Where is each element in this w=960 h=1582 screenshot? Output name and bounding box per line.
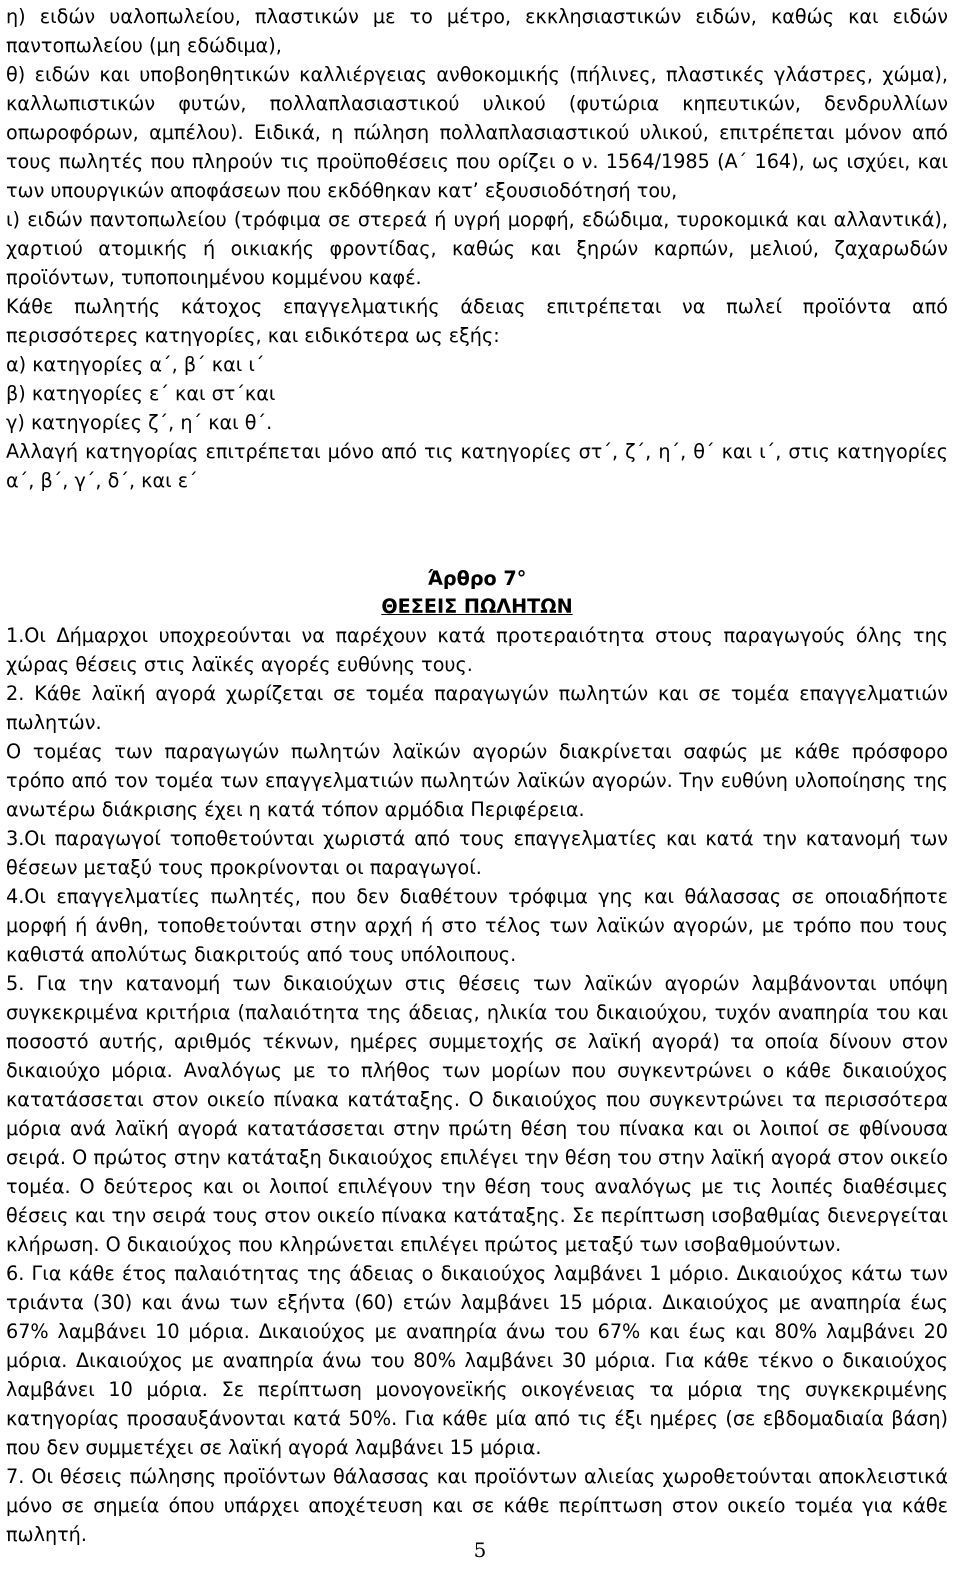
article-paragraph-1: 1.Οι Δήμαρχοι υποχρεούνται να παρέχουν κατά προτεραιότητα στους παραγωγούς όλης της χώρας θέσεις στις λαϊκές αγορές ευθύνης τους. <box>6 624 948 676</box>
paragraph-eta: η) ειδών υαλοπωλείου, πλαστικών με το μέτρο, εκκλησιαστικών ειδών, καθώς και ειδών παντοπωλείου (μη εδώδιμα), <box>6 5 948 57</box>
article-number: Άρθρο 7° <box>427 567 527 590</box>
article-paragraph-3: 3.Οι παραγωγοί τοποθετούνται χωριστά από τους επαγγελματίες και κατά την κατανομή των θέσεων μεταξύ τους προκρίνονται οι παραγωγοί. <box>6 827 948 879</box>
list-item-c: γ) κατηγορίες ζ΄, η΄ και θ΄. <box>6 411 273 434</box>
document-body <box>6 2 948 1549</box>
paragraph-theta: θ) ειδών και υποβοηθητικών καλλιέργειας ανθοκομικής (πήλινες, πλαστικές γλάστρες, χώμα), καλλωπιστικών φυτών, πολλαπλασιαστικού υλικού (φυτώρια κηπευτικών, δενδρυλλίων οπωροφόρων, αμπέλου). Ειδικά, η πώληση πολλαπλασιαστικού υλικού, επιτρέπεται μόνον από τους πωλητές που πληρούν τις προϋποθέσεις που ορίζει ο ν. 1564/1985 (Α΄ 164), ως ισχύει, και των υπουργικών αποφάσεων που εκδόθηκαν κατ’ εξουσιοδότησή του, <box>6 63 948 202</box>
article-paragraph-5: 5. Για την κατανομή των δικαιούχων στις θέσεις των λαϊκών αγορών λαμβάνονται υπόψη συγκεκριμένα κριτήρια (παλαιότητα της άδειας, ηλικία του δικαιούχου, τυχόν αναπηρία του και ποσοστό αυτής, αριθμός τέκνων, ημέρες συμμετοχής σε λαϊκή αγορά) τα οποία δίνουν στον δικαιούχο μόρια. Αναλόγως με το πλήθος των μορίων που συγκεντρώνει ο κάθε δικαιούχος κατατάσσεται στον οικείο πίνακα κατάταξης. Ο δικαιούχος που συγκεντρώνει τα περισσότερα μόρια ανά λαϊκή αγορά κατατάσσεται στην πρώτη θέση του πίνακα και οι λοιποί σε φθίνουσα σειρά. Ο πρώτος στην κατάταξη δικαιούχος επιλέγει την θέση του στην λαϊκή αγορά στον οικείο τομέα. Ο δεύτερος και οι λοιποί επιλέγουν την θέση τους αναλόγως με τις λοιπές διαθέσιμες θέσεις και την σειρά τους στον οικείο πίνακα κατάταξης. Σε περίπτωση ισοβαθμίας διενεργείται κλήρωση. Ο δικαιούχος που κληρώνεται επιλέγει πρώτος μεταξύ των ισοβαθμούντων. <box>6 972 948 1256</box>
paragraph-category-change: Αλλαγή κατηγορίας επιτρέπεται μόνο από τις κατηγορίες στ΄, ζ΄, η΄, θ΄ και ι΄, στις κατηγορίες α΄, β΄, γ΄, δ΄, και ε΄ <box>6 440 948 492</box>
article-paragraph-4: 4.Οι επαγγελματίες πωλητές, που δεν διαθέτουν τρόφιμα γης και θάλασσας σε οποιαδήποτε μορφή ή άνθη, τοποθετούνται στην αρχή ή στο τέλος των λαϊκών αγορών, με τρόπο που τους καθιστά απολύτως διακριτούς από τους υπόλοιπους. <box>6 885 948 966</box>
page-number: 5 <box>473 1538 487 1562</box>
paragraph-categories-intro: Κάθε πωλητής κάτοχος επαγγελματικής άδειας επιτρέπεται να πωλεί προϊόντα από περισσότερες κατηγορίες, και ειδικότερα ως εξής: <box>6 295 948 347</box>
article-paragraph-7: 7. Οι θέσεις πώλησης προϊόντων θάλασσας και προϊόντων αλιείας χωροθετούνται αποκλειστικά μόνο σε σημεία όπου υπάρχει αποχέτευση και σε κάθε περίπτωση στον οικείο τομέα για κάθε πωλητή. <box>6 1465 948 1546</box>
paragraph-iota: ι) ειδών παντοπωλείου (τρόφιμα σε στερεά ή υγρή μορφή, εδώδιμα, τυροκομικά και αλλαντικά), χαρτιού ατομικής ή οικιακής φροντίδας, καθώς και ξηρών καρπών, μελιού, ζαχαρωδών προϊόντων, τυποποιημένου κομμένου καφέ. <box>6 208 948 289</box>
section-spacer <box>6 495 948 553</box>
article-title: ΘΕΣΕΙΣ ΠΩΛΗΤΩΝ <box>381 595 573 618</box>
article-paragraph-2b: Ο τομέας των παραγωγών πωλητών λαϊκών αγορών διακρίνεται σαφώς με κάθε πρόσφορο τρόπο από τον τομέα των επαγγελματιών πωλητών λαϊκών αγορών. Την ευθύνη υλοποίησης της ανωτέρω διάκρισης έχει η κατά τόπον αρμόδια Περιφέρεια. <box>6 740 948 821</box>
list-item-b: β) κατηγορίες ε΄ και στ΄και <box>6 382 276 405</box>
list-item-a: α) κατηγορίες α΄, β΄ και ι΄ <box>6 353 265 376</box>
article-paragraph-2: 2. Κάθε λαϊκή αγορά χωρίζεται σε τομέα παραγωγών πωλητών και σε τομέα επαγγελματιών πωλητών. <box>6 682 948 734</box>
article-paragraph-6: 6. Για κάθε έτος παλαιότητας της άδειας ο δικαιούχος λαμβάνει 1 μόριο. Δικαιούχος κάτω των τριάντα (30) και άνω των εξήντα (60) ετών λαμβάνει 15 μόρια. Δικαιούχος με αναπηρία έως 67% λαμβάνει 10 μόρια. Δικαιούχος με αναπηρία άνω του 67% και έως και 80% λαμβάνει 20 μόρια. Δικαιούχος με αναπηρία άνω του 80% λαμβάνει 30 μόρια. Για κάθε τέκνο ο δικαιούχος λαμβάνει 10 μόρια. Σε περίπτωση μονογονεϊκής οικογένειας τα μόρια της συγκεκριμένης κατηγορίας προσαυξάνονται κατά 50%. Για κάθε μία από τις έξι ημέρες (σε εβδομαδιαία βάση) που δεν συμμετέχει σε λαϊκή αγορά λαμβάνει 15 μόρια. <box>6 1262 948 1459</box>
